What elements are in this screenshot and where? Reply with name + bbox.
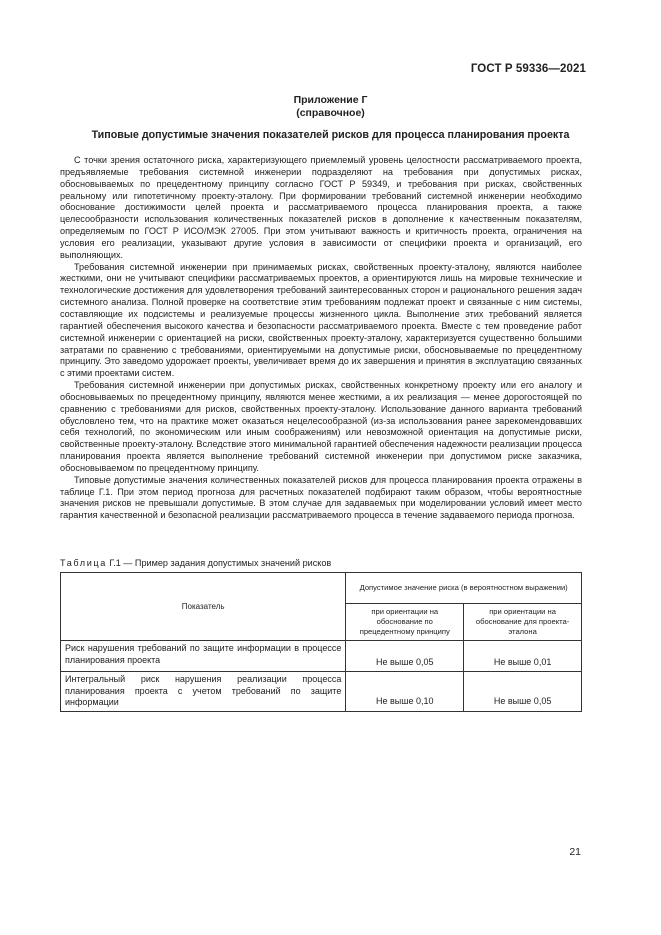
- table-caption-text: Г.1 — Пример задания допустимых значений рисков: [106, 558, 332, 568]
- table-caption: [60, 558, 331, 568]
- row-reference-value: Не выше 0,05: [464, 672, 582, 712]
- annex-label: Приложение Г: [293, 94, 368, 106]
- paragraph: Типовые допустимые значения количественных показателей рисков для процесса планирования проекта отражены в таблице Г.1. При этом период прогноза для расчетных показателей подбирают таким образом, чтобы вероятностные значения рисков не превышали допустимые. В этом случае для задаваемых при моделировании условий имеет место гарантия качественной и безопасной реализации рассматриваемого процесса в течение задаваемого периода прогноза.: [60, 474, 582, 521]
- annex-title: [0, 94, 661, 120]
- page-number: 21: [569, 846, 581, 858]
- body-text: [60, 155, 582, 522]
- table-header-row: [61, 573, 582, 604]
- table-row: [61, 672, 582, 712]
- row-precedent-value: Не выше 0,05: [346, 641, 464, 672]
- risk-table: [60, 572, 582, 712]
- row-indicator: Интегральный риск нарушения реализации процесса планирования проекта с учетом требований по защите информации: [61, 672, 346, 712]
- paragraph: С точки зрения остаточного риска, характеризующего приемлемый уровень целостности рассматриваемого проекта, предъявляемые требования системной инженерии подразделяют на требования при допустимых рисках, обосновываемых по прецедентному принципу согласно ГОСТ Р 59349, и требования при рисках, свойственных реальному или гипотетичному проекту-эталону. При формировании требований системной инженерии необходимо обоснование достижимости целей проекта и рассматриваемого процесса планирования проекта, а также целесообразности использования количественных показателей рисков в дополнение к качественным показателям, определяемым по ГОСТ Р ИСО/МЭК 27005. При этом учитывают важность и критичность проекта, ограничения на условия его реализации, указывают другие условия в зависимости от специфики проекта и организаций, его выполняющих.: [60, 155, 582, 260]
- row-reference-value: Не выше 0,01: [464, 641, 582, 672]
- paragraph: Требования системной инженерии при принимаемых рисках, свойственных проекту-эталону, являются наиболее жесткими, они не учитывают специфики рассматриваемых проектов, а ориентируются лишь на мировые технические и технологические достижения для удовлетворения требований заинтересованных сторон и рационального решения задач системного анализа. Полной проверке на соответствие этим требованиям подлежат проект и связанные с ним системы, составляющие их подсистемы и реализуемые процессы жизненного цикла. Выполнение этих требований является гарантией обеспечения высокого качества и безопасности рассматриваемого проекта. Вместе с тем проведение работ системной инженерии с ориентацией на риски, свойственных проекту-эталону, характеризуется существенно большими затратами по сравнению с требованиями, ориентируемыми на допустимые риски, обосновываемые по прецедентному принципу. Это заведомо удорожает проекты, увеличивает время до их завершения и принятия в эксплуатацию связанных с этими проектами систем.: [60, 261, 582, 379]
- header-acceptable-value: Допустимое значение риска (в вероятностном выражении): [346, 573, 582, 604]
- paragraph: Требования системной инженерии при допустимых рисках, свойственных конкретному проекту или его аналогу и обосновываемых по прецедентному принципу, являются менее жесткими, а их реализация — менее дорогостоящей по сравнению с требованиями для рисков, свойственных проекту-эталону. Использование данного варианта требований обусловлено тем, что на практике может оказаться нецелесообразной (из-за использования ранее зарекомендовавших себя технологий, по экономическим или иным соображениям) или невозможной ориентация на допустимые риски, свойственные проекту-эталону. Вследствие этого минимальной гарантией обеспечения надежности реализации процесса планирования проекта является выполнение требований системной инженерии при допустимом риске заказчика, обосновываемом по прецедентному принципу.: [60, 380, 582, 473]
- row-precedent-value: Не выше 0,10: [346, 672, 464, 712]
- annex-type: (справочное): [296, 107, 365, 119]
- document-code: ГОСТ Р 59336—2021: [470, 63, 586, 75]
- header-indicator: Показатель: [61, 573, 346, 641]
- header-precedent: при ориентации на обоснование по прецедентному принципу: [346, 604, 464, 641]
- row-indicator: Риск нарушения требований по защите информации в процессе планирования проекта: [61, 641, 346, 672]
- header-reference: при ориентации на обоснование для проекта-эталона: [464, 604, 582, 641]
- table-row: [61, 641, 582, 672]
- section-heading: Типовые допустимые значения показателей рисков для процесса планирования проекта: [91, 129, 570, 141]
- table-caption-prefix: Таблица: [60, 558, 107, 568]
